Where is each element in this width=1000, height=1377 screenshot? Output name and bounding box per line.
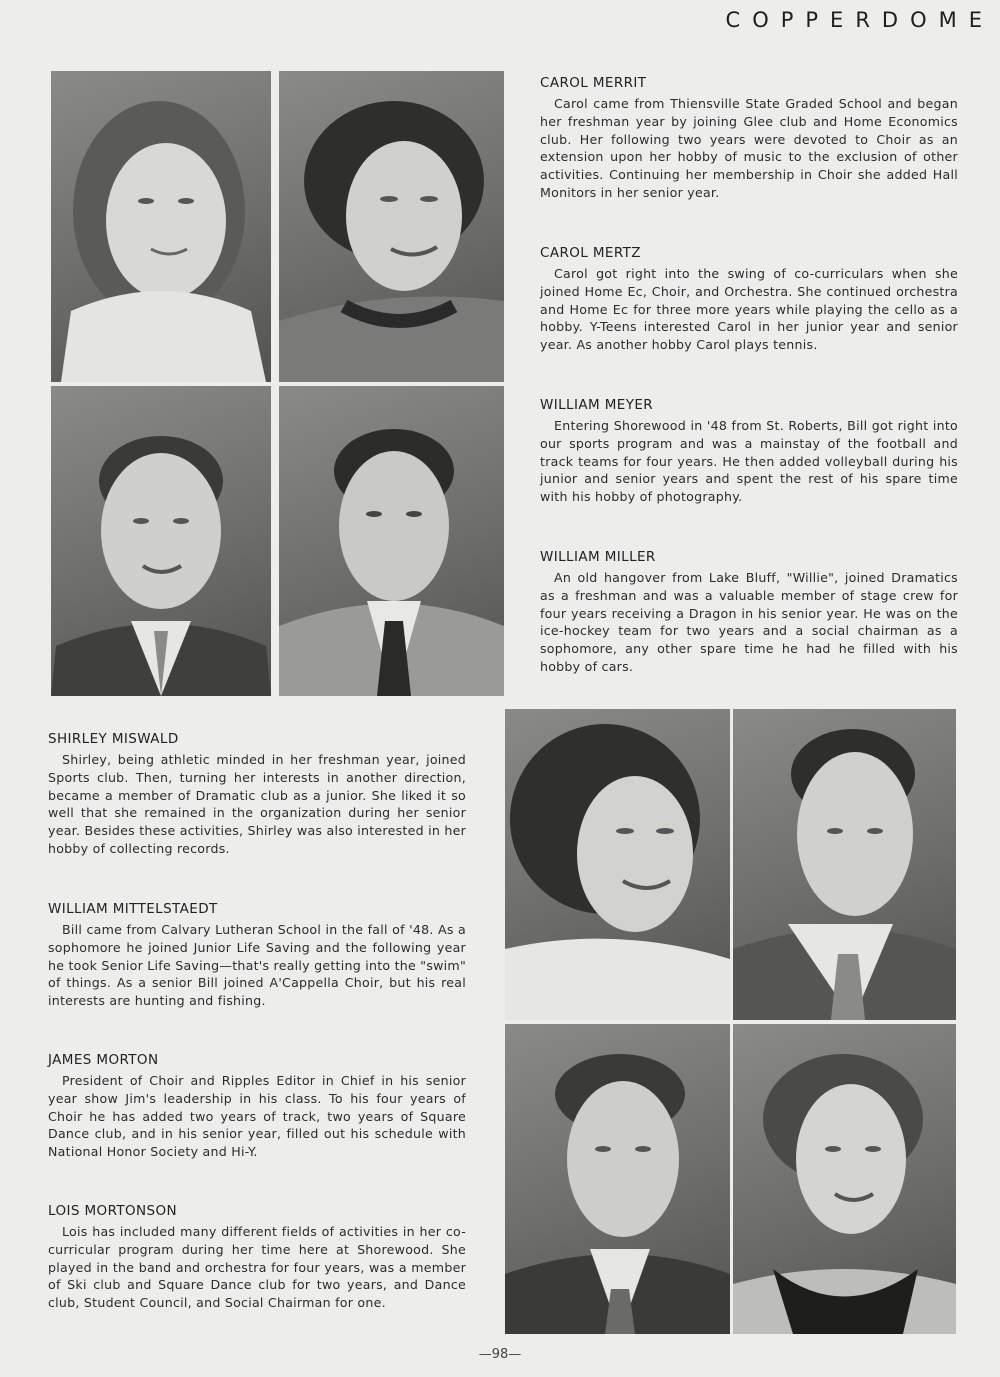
portrait-photo — [51, 71, 271, 382]
portrait-photo — [279, 386, 504, 696]
senior-bio — [48, 731, 466, 858]
portrait-photo — [51, 386, 271, 696]
portrait-photo — [733, 1024, 956, 1334]
student-name: LOIS MORTONSON — [48, 1203, 178, 1219]
portrait-boy-icon — [505, 1024, 730, 1334]
bio-text: Shirley, being athletic minded in her freshman year, joined Sports club. Then, turning her interests in another direction, became a member of Dramatic club as a junior. She liked it so well that she remained in the organization during her senior year. Besides these activities, Shirley was also interested in her hobby of collecting records. — [48, 752, 466, 856]
student-name: JAMES MORTON — [48, 1052, 159, 1068]
senior-bio — [48, 1052, 466, 1161]
senior-bio — [48, 901, 466, 1010]
portrait-boy-icon — [733, 709, 956, 1020]
bio-text: Carol came from Thiensville State Graded School and began her freshman year by joining Glee club and Home Economics club. Her following two years were devoted to Choir as an extension upon her hobby of music to the exclusion of other activities. Continuing her membership in Choir she added Hall Monitors in her senior year. — [540, 96, 958, 200]
portrait-girl-icon — [279, 71, 504, 382]
student-name: WILLIAM MEYER — [540, 397, 654, 413]
portrait-girl-icon — [51, 71, 271, 382]
portrait-photo — [505, 1024, 730, 1334]
portrait-girl-icon — [733, 1024, 956, 1334]
bio-text: Entering Shorewood in '48 from St. Roberts, Bill got right into our sports program and was a mainstay of the football and track teams for four years. He then added volleyball during his junior and senior years and spent the rest of his spare time with his hobby of photography. — [540, 418, 958, 505]
portrait-boy-icon — [51, 386, 271, 696]
senior-bio — [540, 245, 958, 354]
student-name: WILLIAM MITTELSTAEDT — [48, 901, 218, 917]
running-title: COPPERDOME — [725, 8, 994, 32]
bio-text: Carol got right into the swing of co-curriculars when she joined Home Ec, Choir, and Orchestra. She continued orchestra and Home Ec for three more years while playing the cello as a hobby. Y-Teens interested Carol in her junior year and senior year. As another hobby Carol plays tennis. — [540, 266, 958, 353]
portrait-photo — [505, 709, 730, 1020]
portrait-photo — [279, 71, 504, 382]
portrait-girl-icon — [505, 709, 730, 1020]
page-number: —98— — [478, 1347, 522, 1362]
bio-text: President of Choir and Ripples Editor in Chief in his senior year show Jim's leadership in his class. To his four years of Choir he has added two years of track, two years of Square Dance club, and in his senior year, filled out his schedule with National Honor Society and Hi-Y. — [48, 1073, 466, 1160]
senior-bio — [540, 75, 958, 202]
portrait-photo — [733, 709, 956, 1020]
senior-bio — [540, 549, 958, 676]
bio-text: Lois has included many different fields of activities in her co-curricular program during her time here at Shorewood. She played in the band and orchestra for four years, was a member of Ski club and Square Dance club for two years, and Dance club, Student Council, and Social Chairman for one. — [48, 1224, 466, 1311]
student-name: SHIRLEY MISWALD — [48, 731, 179, 747]
student-name: CAROL MERTZ — [540, 245, 641, 261]
bio-text: An old hangover from Lake Bluff, "Willie", joined Dramatics as a freshman and was a valuable member of stage crew for four years receiving a Dragon in his senior year. He was on the ice-hockey team for two years and a social chairman as a sophomore, any other spare time he had he filled with his hobby of cars. — [540, 570, 958, 674]
student-name: WILLIAM MILLER — [540, 549, 656, 565]
student-name: CAROL MERRIT — [540, 75, 647, 91]
senior-bio — [48, 1203, 466, 1312]
senior-bio — [540, 397, 958, 506]
bio-text: Bill came from Calvary Lutheran School in the fall of '48. As a sophomore he joined Junior Life Saving and the following year he took Senior Life Saving—that's really getting into the "swim" of things. As a senior Bill joined A'Cappella Choir, but his real interests are hunting and fishing. — [48, 922, 466, 1009]
portrait-boy-icon — [279, 386, 504, 696]
